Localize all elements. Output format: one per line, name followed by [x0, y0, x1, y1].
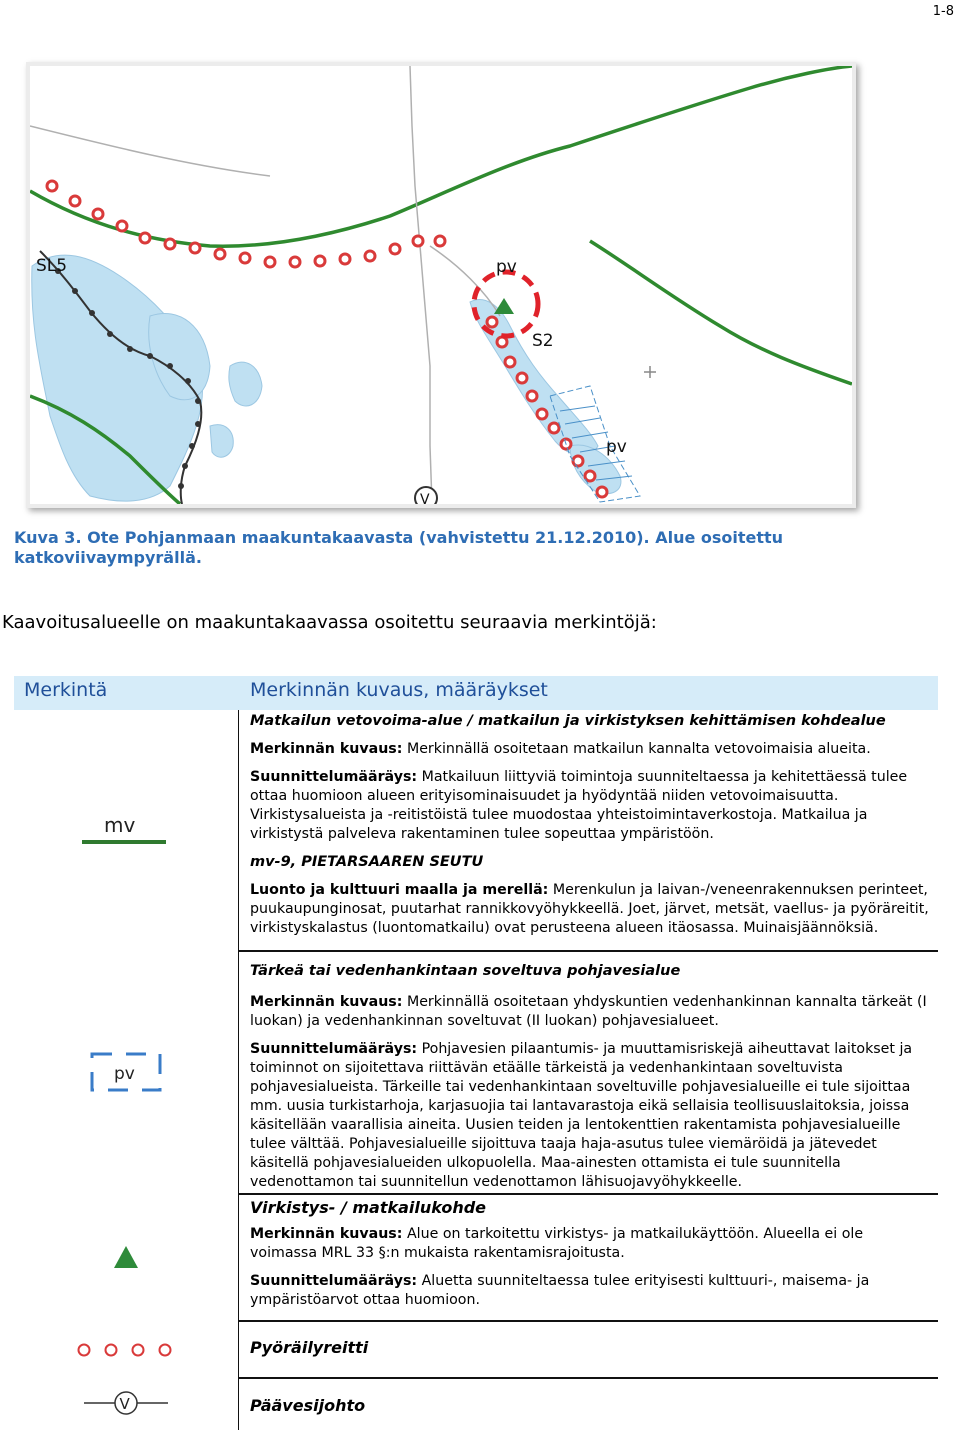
figure-caption: Kuva 3. Ote Pohjanmaan maakuntakaavasta (vahvistettu 21.12.2010). Alue osoitettu katkoviivaympyrällä.: [14, 528, 784, 567]
row-recreation-desc: Merkinnän kuvaus: Alue on tarkoitettu virkistys- ja matkailukäyttöön. Alueella ei ole voimassa MRL 33 §:n mukaista rakentamisrajoitusta.: [250, 1226, 864, 1261]
row-divider-1: [238, 950, 938, 952]
table-header: [14, 676, 938, 710]
col-header-kuvaus: Merkinnän kuvaus, määräykset: [250, 679, 548, 701]
water-main-legend-symbol: [84, 1388, 168, 1418]
row-pv-desc: Merkinnän kuvaus: Merkinnällä osoitetaan yhdyskuntien vedenhankinnan kannalta tärkeät (I luokan) ja vedenhankinnan soveltuvat (II luokan) pohjavesialueet.: [250, 994, 927, 1029]
row-divider-4: [238, 1377, 938, 1379]
mv-symbol-label: mv: [104, 813, 136, 837]
map-label-v: V: [420, 492, 430, 504]
row-pv-regulation: Suunnittelumääräys: Pohjavesien pilaantumis- ja muuttamisriskejä aiheuttavat laitokset ja toiminnot on sijoitettava riittävän etäälle tärkeistä ja vedenhankintaan soveltuvista pohjavesialueista. Tärkeille tai vedenhankintaan soveltuville pohjavesialueille ei tule sijoittaa mm. uusia turkistarhoja, karjasuojia tai lantavarastoja eikä sellaisia teollisuuslaitoksia, joissa käsitellään vaarallisia aineita. Uusien teiden ja lentokenttien rakentamista pohjavesialueille tulee välttää. Pohjavesialueille sijoittuva taaja haja-asutus tulee viemäröidä ja jätevedet käsitellä pohjavesialueiden ulkopuolella. Maa-ainesten ottamista ei tule suunnitella vedenottamon tai suunnitellun vedenottamon lähisuojavyöhykkeelle.: [250, 1041, 913, 1190]
map-image: [30, 66, 852, 504]
row-divider-3: [238, 1320, 938, 1322]
map-excerpt: [26, 62, 856, 508]
row-mv-regulation: Suunnittelumääräys: Matkailuun liittyviä toimintoja suunniteltaessa ja kehitettäessä tulee ottaa huomioon alueen erityisominaisuudet ja hyödyntää niiden vetovoimaisuutta. Virkistysalueista ja -reitistöistä tulee muodostaa yhteistoimintaverkostoja. Matkailua ja virkistystä palveleva rakentaminen tulee sopeuttaa ympäristöön.: [250, 769, 908, 842]
map-label-pv-bottom: pv: [606, 437, 627, 457]
row-mv-desc: Merkinnän kuvaus: Merkinnällä osoitetaan matkailun kannalta vetovoimaisia alueita.: [250, 741, 871, 757]
mv-boundary-east: [590, 241, 852, 384]
pv-symbol-label: pv: [114, 1064, 135, 1084]
row-mv-title: Matkailun vetovoima-alue / matkailun ja virkistyksen kehittämisen kohdealue: [250, 713, 886, 729]
row-pv: [250, 962, 930, 1201]
row-pv-title: Tärkeä tai vedenhankintaan soveltuva pohjavesialue: [250, 963, 681, 979]
row-recreation-regulation: Suunnittelumääräys: Aluetta suunniteltaessa tulee erityisesti kulttuuri-, maisema- ja ympäristöarvot ottaa huomioon.: [250, 1273, 870, 1308]
pv-symbol: [88, 1050, 164, 1094]
row-recreation: [250, 1198, 930, 1319]
row-water-main: [250, 1396, 930, 1424]
col-header-merkinta: Merkintä: [24, 679, 108, 701]
map-label-sl5: SL5: [36, 256, 68, 276]
row-recreation-title: Virkistys- / matkailukohde: [250, 1198, 487, 1217]
intro-text: Kaavoitusalueelle on maakuntakaavassa osoitettu seuraavia merkintöjä:: [2, 612, 657, 633]
table-column-divider: [238, 710, 239, 1430]
recreation-site-icon: [494, 298, 514, 314]
row-cycle: [250, 1338, 930, 1366]
page-number: 1-8: [932, 4, 954, 19]
row-mv-subtext: Luonto ja kulttuuri maalla ja merellä: Merenkulun ja laivan-/veneenrakennuksen perinteet, puukaupunginosat, puutarhat rannikkovyöhykkeellä. Joet, järvet, metsät, vaellus- ja pyöräreitit, virkistyskalastus (luontomatkailu) ovat perusteena alueen itäosassa. Muinaisjäännöksiä.: [250, 882, 929, 936]
row-water-main-title: Päävesijohto: [250, 1396, 366, 1415]
cycle-route-symbol: [74, 1340, 178, 1360]
row-divider-2: [238, 1193, 938, 1195]
row-mv: [250, 712, 930, 947]
row-cycle-title: Pyöräilyreitti: [250, 1338, 369, 1357]
triangle-symbol: [112, 1244, 140, 1270]
mv-symbol: [80, 808, 170, 848]
map-label-pv-top: pv: [496, 257, 517, 277]
row-mv-subtitle: mv-9, PIETARSAAREN SEUTU: [250, 854, 484, 870]
map-label-s2: S2: [532, 331, 554, 351]
water-main-legend-label: V: [119, 1395, 130, 1413]
